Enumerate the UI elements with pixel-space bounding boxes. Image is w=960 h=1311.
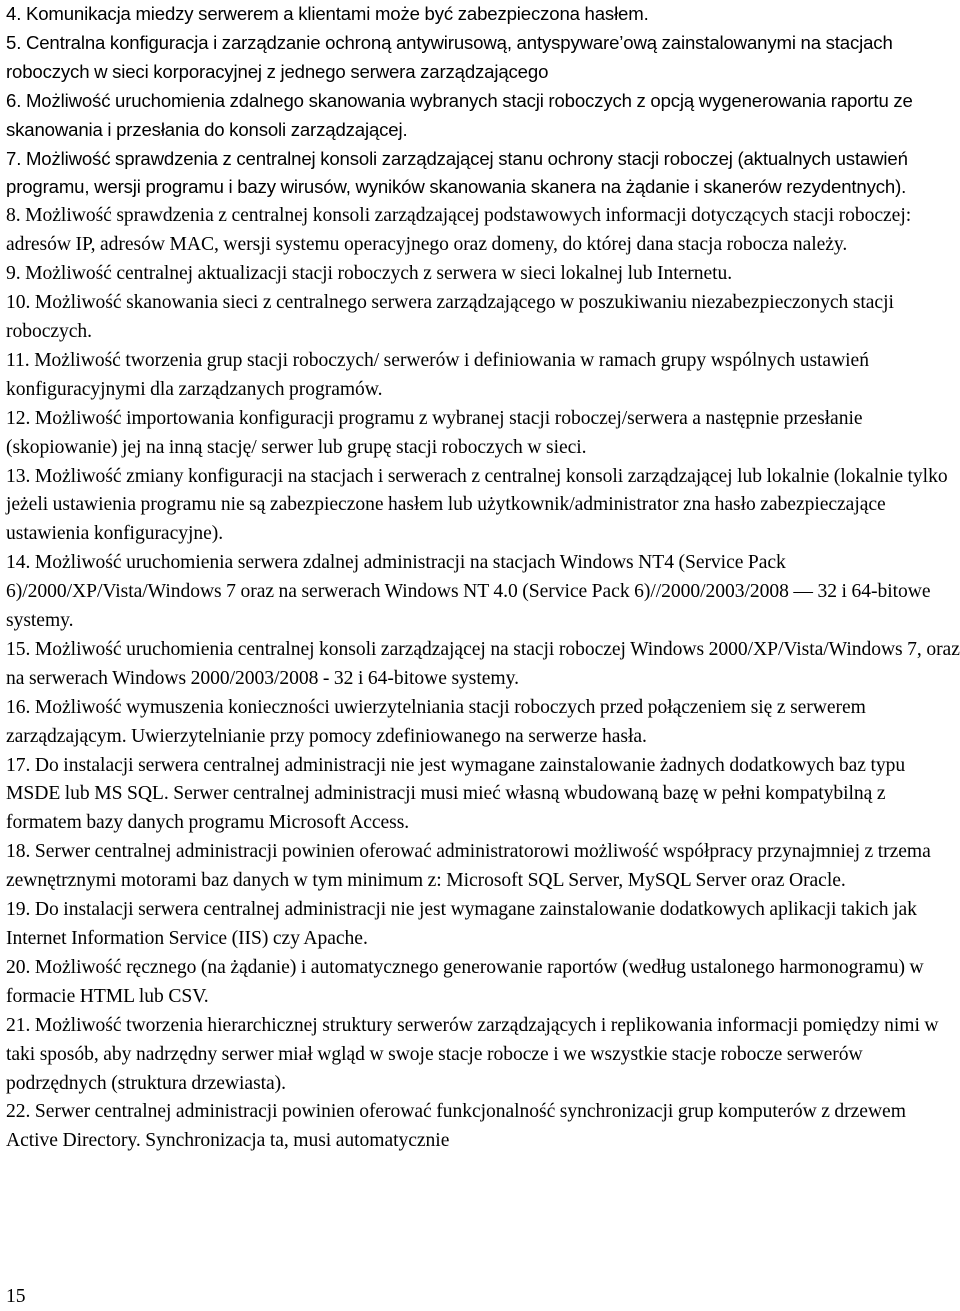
item-number: 4. — [6, 3, 22, 24]
item-number: 10. — [6, 292, 31, 314]
item-number: 13. — [6, 465, 31, 487]
list-item — [6, 0, 960, 29]
list-item — [6, 145, 960, 203]
list-item — [6, 1012, 960, 1099]
item-number: 20. — [6, 956, 31, 978]
item-number: 9. — [6, 263, 21, 285]
item-text: Możliwość sprawdzenia z centralnej konsoli zarządzającej podstawowych informacji dotyczących stacji roboczej: adresów IP, adresów MAC, wersji systemu operacyjnego oraz domeny, do której dana stacja robocza należy. — [6, 205, 912, 256]
document-body — [6, 0, 960, 1156]
list-item — [6, 87, 960, 145]
page-number: 15 — [6, 1286, 26, 1307]
list-item — [6, 289, 960, 347]
list-item — [6, 752, 960, 839]
item-number: 7. — [6, 147, 22, 169]
item-number: 22. — [6, 1101, 31, 1123]
item-text: Możliwość tworzenia grup stacji roboczych/ serwerów i definiowania w ramach grupy wspólnych ustawień konfiguracyjnymi dla zarządzanych programów. — [6, 349, 869, 400]
item-text: Możliwość centralnej aktualizacji stacji roboczych z serwera w sieci lokalnej lub Internetu. — [25, 263, 733, 285]
list-item — [6, 405, 960, 463]
item-text: Komunikacja miedzy serwerem a klientami może być zabezpieczona hasłem. — [25, 3, 649, 24]
item-number: 12. — [6, 407, 31, 429]
item-number: 15. — [6, 638, 31, 660]
item-number: 8. — [6, 205, 21, 227]
item-text: Możliwość tworzenia hierarchicznej struktury serwerów zarządzających i replikowania informacji pomiędzy nimi w taki sposób, aby nadrzędny serwer miał wgląd w swoje stacje robocze i we wszystkie stacje robocze serwerów podrzędnych (struktura drzewiasta). — [6, 1014, 939, 1094]
list-item — [6, 260, 960, 289]
item-text: Możliwość sprawdzenia z centralnej konsoli zarządzającej stanu ochrony stacji roboczej (aktualnych ustawień programu, wersji programu i bazy wirusów, wyników skanowania skanera na żądanie i skanerów rezydentnych). — [6, 147, 908, 198]
item-text: Możliwość skanowania sieci z centralnego serwera zarządzającego w poszukiwaniu niezabezpieczonych stacji roboczych. — [6, 292, 894, 342]
list-item — [6, 347, 960, 405]
item-text: Możliwość importowania konfiguracji programu z wybranej stacji roboczej/serwera a następnie przesłanie (skopiowanie) jej na inną stację/ serwer lub grupę stacji roboczych w sieci. — [6, 407, 863, 458]
list-item — [6, 636, 960, 694]
item-number: 19. — [6, 899, 31, 921]
list-item — [6, 29, 960, 87]
item-text: Możliwość ręcznego (na żądanie) i automatycznego generowanie raportów (według ustalonego harmonogramu) w formacie HTML lub CSV. — [6, 956, 924, 1007]
item-text: Możliwość uruchomienia centralnej konsoli zarządzającej na stacji roboczej Windows 2000/XP/Vista/Windows 7, oraz na serwerach Windows 2000/2003/2008 - 32 i 64-bitowe systemy. — [6, 638, 960, 689]
item-text: Możliwość uruchomienia serwera zdalnej administracji na stacjach Windows NT4 (Service Pack 6)/2000/XP/Vista/Windows 7 oraz na serwerach Windows NT 4.0 (Service Pack 6)//2000/2003/2008 — 32 i 64-bitowe systemy. — [6, 552, 931, 632]
item-number: 5. — [6, 31, 22, 53]
item-number: 16. — [6, 696, 31, 718]
list-item — [6, 549, 960, 636]
item-number: 21. — [6, 1014, 31, 1036]
item-text: Serwer centralnej administracji powinien oferować funkcjonalność synchronizacji grup komputerów z drzewem Active Directory. Synchronizacja ta, musi automatycznie — [6, 1101, 906, 1152]
item-number: 6. — [6, 89, 22, 111]
list-item — [6, 954, 960, 1012]
list-item — [6, 838, 960, 896]
list-item — [6, 896, 960, 954]
item-text: Możliwość wymuszenia konieczności uwierzytelniania stacji roboczych przed połączeniem się z serwerem zarządzającym. Uwierzytelnianie przy pomocy zdefiniowanego na serwerze hasła. — [6, 696, 866, 747]
item-text: Do instalacji serwera centralnej administracji nie jest wymagane zainstalowanie dodatkowych aplikacji takich jak Internet Information Service (IIS) czy Apache. — [6, 899, 917, 949]
list-item — [6, 1098, 960, 1156]
item-text: Możliwość zmiany konfiguracji na stacjach i serwerach z centralnej konsoli zarządzającej lub lokalnie (lokalnie tylko jeżeli ustawienia programu nie są zabezpieczone hasłem lub użytkownik/administrator zna hasło zabezpieczające ustawienia konfiguracyjne). — [6, 465, 948, 545]
item-text: Do instalacji serwera centralnej administracji nie jest wymagane zainstalowanie żadnych dodatkowych baz typu MSDE lub MS SQL. Serwer centralnej administracji musi mieć własną wbudowaną bazę w pełni kompatybilną z formatem bazy danych programu Microsoft Access. — [6, 754, 906, 834]
list-item — [6, 202, 960, 260]
item-number: 14. — [6, 552, 31, 574]
list-item — [6, 694, 960, 752]
list-item — [6, 463, 960, 550]
item-text: Centralna konfiguracja i zarządzanie ochroną antywirusową, antyspyware’ową zainstalowanymi na stacjach roboczych w sieci korporacyjnej z jednego serwera zarządzającego — [6, 31, 893, 82]
item-number: 18. — [6, 841, 31, 863]
item-text: Możliwość uruchomienia zdalnego skanowania wybranych stacji roboczych z opcją wygenerowania raportu ze skanowania i przesłania do konsoli zarządzającej. — [6, 89, 913, 140]
item-number: 17. — [6, 754, 31, 776]
item-number: 11. — [6, 349, 30, 371]
item-text: Serwer centralnej administracji powinien oferować administratorowi możliwość współpracy przynajmniej z trzema zewnętrznymi motorami baz danych w tym minimum z: Microsoft SQL Server, MySQL Server oraz Oracle. — [6, 841, 931, 892]
